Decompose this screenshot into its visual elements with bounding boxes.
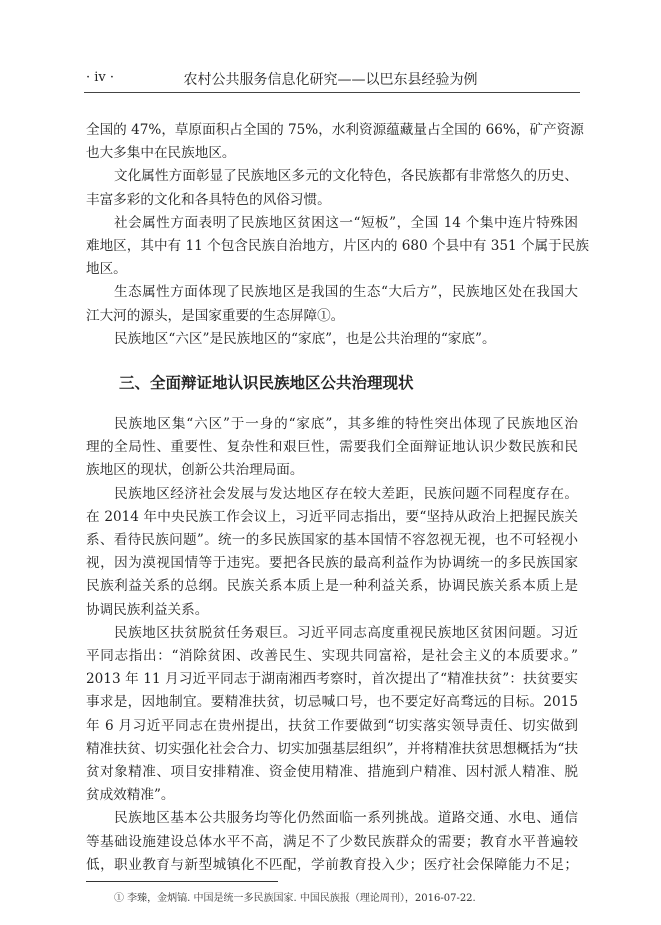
text-line: 全国的 47%，草原面积占全国的 75%，水利资源蕴藏量占全国的 66%，矿产资源: [86, 122, 584, 138]
text-line: 系、看待民族问题”。统一的多民族国家的基本国情不容忽视无视，也不可轻视小: [86, 532, 578, 548]
text-line: 也大多集中在民族地区。: [86, 145, 236, 162]
text-line: 事求是，因地制宜。要精准扶贫，切忌喊口号，也不要定好高骛远的目标。2015: [86, 694, 578, 711]
text-line: 平同志指出：“消除贫困、改善民生、实现共同富裕，是社会主义的本质要求。”: [86, 648, 578, 664]
text-line: 丰富多彩的文化和各具特色的风俗习惯。: [86, 191, 331, 208]
section-heading: 三、全面辩证地认识民族地区公共治理现状: [119, 374, 414, 392]
page-number: · iv ·: [86, 70, 115, 85]
text-line: 族地区的现状，创新公共治理局面。: [86, 462, 304, 479]
footnote-rule: [86, 881, 278, 882]
text-line: 视，因为漠视国情等于违宪。要把各民族的最高利益作为协调统一的多民族国家: [86, 555, 578, 572]
text-line: 精准扶贫、切实强化社会合力、切实加强基层组织”，并将精准扶贫思想概括为“扶: [86, 740, 578, 757]
header-rule: [84, 92, 580, 93]
text-line: 文化属性方面彰显了民族地区多元的文化特色，各民族都有非常悠久的历史、: [114, 168, 578, 185]
footnote: ① 李臻，金炳镐. 中国是统一多民族国家. 中国民族报（理论周刊），2016-07-22.: [114, 893, 476, 904]
text-line: 民族地区扶贫脱贫任务艰巨。习近平同志高度重视民族地区贫困问题。习近: [114, 624, 578, 641]
text-line: 理的全局性、重要性、复杂性和艰巨性，需要我们全面辩证地认识少数民族和民: [86, 439, 578, 456]
book-title: 农村公共服务信息化研究——以巴东县经验为例: [183, 72, 478, 88]
text-line: 民族地区经济社会发展与发达地区存在较大差距，民族问题不同程度存在。: [114, 485, 578, 502]
text-line: 民族地区“六区”是民族地区的“家底”，也是公共治理的“家底”。: [114, 330, 496, 347]
text-line: 地区。: [86, 261, 127, 278]
text-line: 2013 年 11 月习近平同志于湖南湘西考察时，首次提出了“精准扶贫”：扶贫要实: [86, 671, 578, 688]
text-line: 社会属性方面表明了民族地区贫困这一“短板”，全国 14 个集中连片特殊困: [114, 214, 578, 231]
text-line: 协调民族利益关系。: [86, 601, 209, 618]
text-line: 民族地区集“六区”于一身的“家底”，其多维的特性突出体现了民族地区治: [114, 416, 578, 432]
text-line: 低，职业教育与新型城镇化不匹配，学前教育投入少；医疗社会保障能力不足；: [86, 856, 578, 873]
text-line: 生态属性方面体现了民族地区是我国的生态“大后方”，民族地区处在我国大: [114, 284, 578, 301]
text-line: 贫成效精准”。: [86, 787, 175, 804]
text-line: 民族利益关系的总纲。民族关系本质上是一种利益关系，协调民族关系本质上是: [86, 578, 578, 595]
text-line: 难地区，其中有 11 个包含民族自治地方，片区内的 680 个县中有 351 个属于民族: [86, 238, 589, 254]
text-line: 民族地区基本公共服务均等化仍然面临一系列挑战。道路交通、水电、通信: [114, 810, 578, 827]
text-line: 江大河的源头，是国家重要的生态屏障①。: [86, 307, 345, 324]
text-line: 等基础设施建设总体水平不高，满足不了少数民族群众的需要；教育水平普遍较: [86, 833, 578, 850]
text-line: 年 6 月习近平同志在贵州提出，扶贫工作要做到“切实落实领导责任、切实做到: [86, 717, 578, 734]
text-line: 在 2014 年中央民族工作会议上，习近平同志指出，要“坚持从政治上把握民族关: [86, 508, 578, 525]
text-line: 贫对象精准、项目安排精准、资金使用精准、措施到户精准、因村派人精准、脱: [86, 764, 578, 780]
